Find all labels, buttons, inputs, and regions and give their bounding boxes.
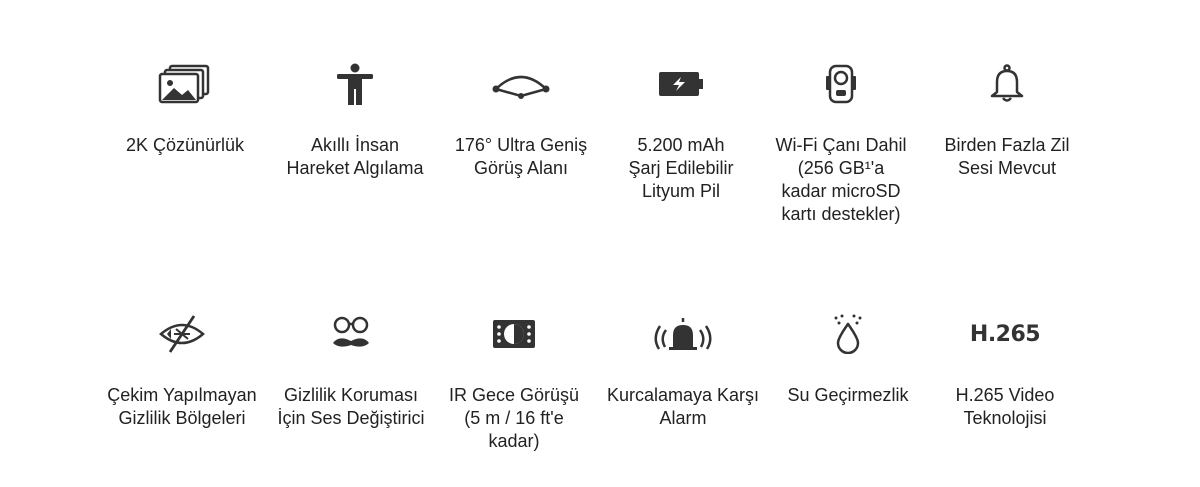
bell-icon: [977, 64, 1037, 104]
feature-wide-angle: [436, 64, 606, 180]
person-icon: [325, 64, 385, 104]
feature-label: H.265 Video Teknolojisi: [955, 385, 1055, 428]
feature-tamper-alarm: [598, 314, 768, 430]
feature-ringtones: [922, 64, 1092, 180]
feature-label: 5.200 mAh Şarj Edilebilir Lityum Pil: [628, 135, 734, 201]
battery-icon: [651, 64, 711, 104]
feature-label: Çekim Yapılmayan Gizlilik Bölgeleri: [107, 385, 257, 428]
h265-icon: [969, 314, 1041, 354]
gallery-icon: [155, 64, 215, 104]
feature-label: Wi-Fi Çanı Dahil (256 GB¹'a kadar microSD kartı destekler): [775, 135, 907, 224]
feature-h265: [920, 314, 1090, 430]
doorbell-icon: [811, 64, 871, 104]
feature-label: IR Gece Görüşü (5 m / 16 ft'e kadar): [448, 385, 580, 451]
feature-human-detection: [270, 64, 440, 180]
feature-privacy-zones: [97, 314, 267, 430]
disguise-icon: [321, 314, 381, 354]
feature-label: Akıllı İnsan Hareket Algılama: [286, 135, 424, 178]
feature-label: Kurcalamaya Karşı Alarm: [606, 385, 760, 428]
feature-label: Gizlilik Koruması İçin Ses Değiştirici: [277, 385, 425, 428]
feature-waterproof: [763, 314, 933, 407]
feature-wifi-chime: [756, 64, 926, 226]
h265-icon-text: H.265: [969, 321, 1041, 347]
feature-battery: [596, 64, 766, 203]
feature-resolution: [100, 64, 270, 157]
feature-label: Su Geçirmezlik: [787, 385, 909, 405]
feature-label: Birden Fazla Zil Sesi Mevcut: [944, 135, 1070, 178]
eye-off-icon: [152, 314, 212, 354]
feature-night-vision: [429, 314, 599, 453]
wide-angle-icon: [491, 64, 551, 104]
feature-label: 176° Ultra Geniş Görüş Alanı: [454, 135, 588, 178]
night-vision-icon: [484, 314, 544, 354]
feature-label: 2K Çözünürlük: [125, 135, 245, 155]
feature-voice-changer: [266, 314, 436, 430]
water-drop-icon: [818, 314, 878, 354]
alarm-icon: [653, 314, 713, 354]
